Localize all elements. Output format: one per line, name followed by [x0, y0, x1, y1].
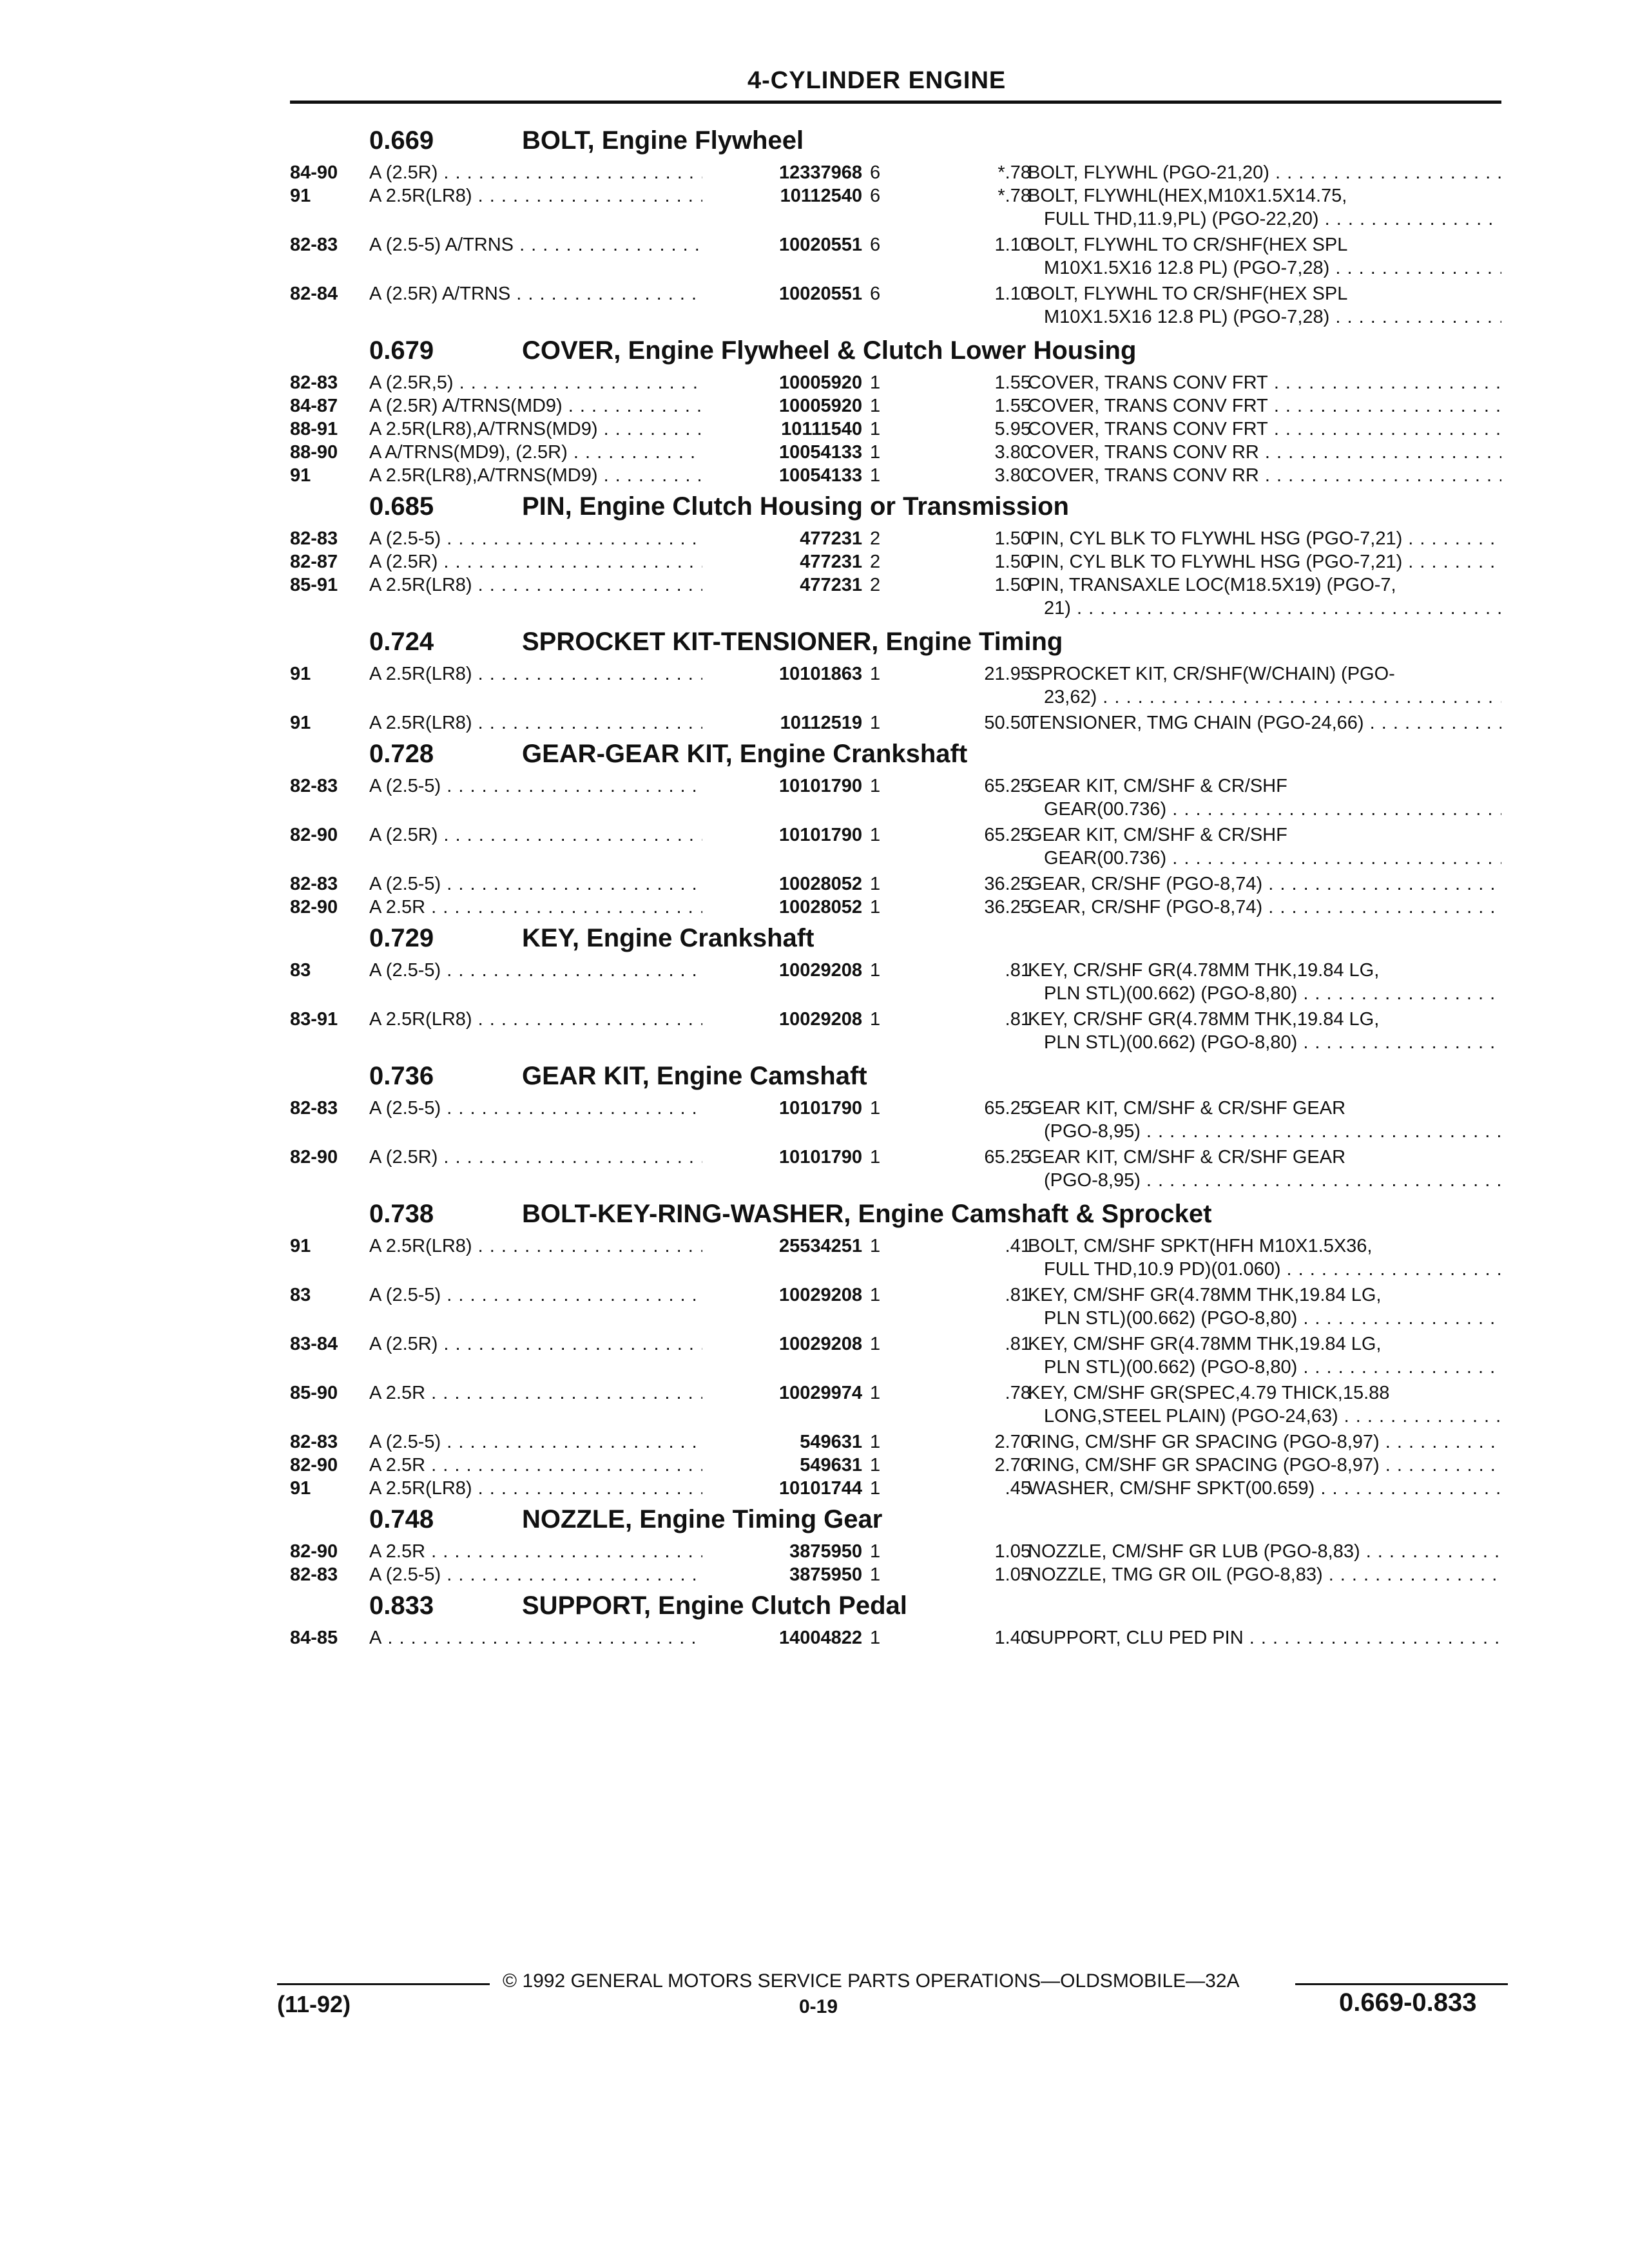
group-number: 0.738: [369, 1200, 434, 1228]
quantity: 1: [870, 442, 881, 463]
price: .78: [1005, 1383, 1031, 1403]
group-name: SUPPORT, Engine Clutch Pedal: [522, 1591, 907, 1620]
description-line: NOZZLE, CM/SHF GR LUB (PGO-8,83) . . .: [1028, 1540, 1501, 1563]
price: 1.40: [994, 1628, 1031, 1648]
description-line: GEAR KIT, CM/SHF & CR/SHF GEAR: [1028, 1098, 1346, 1119]
table-row: [290, 1381, 1501, 1430]
table-row: [290, 441, 1501, 464]
price: 3.80: [994, 465, 1031, 486]
model-years: 82-83: [290, 528, 338, 549]
application: A (2.5-5) A/TRNS . . .: [369, 233, 859, 256]
application: A (2.5-5) . . .: [369, 959, 859, 982]
description-line: (PGO-8,95) . . .: [1044, 1169, 1501, 1192]
model-years: 82-83: [290, 1098, 338, 1119]
quantity: 2: [870, 552, 881, 572]
price: 1.55: [994, 372, 1031, 393]
application: A 2.5R(LR8) . . .: [369, 662, 859, 686]
part-number: 14004822: [702, 1626, 862, 1649]
table-row: [290, 1008, 1501, 1057]
quantity: 1: [870, 372, 881, 393]
description-line: PLN STL)(00.662) (PGO-8,80) . . .: [1044, 1031, 1501, 1054]
table-row: [290, 1454, 1501, 1477]
quantity: 1: [870, 1383, 881, 1403]
description-line: KEY, CM/SHF GR(4.78MM THK,19.84 LG,: [1028, 1334, 1382, 1354]
description-line: GEAR(00.736) . . .: [1044, 847, 1501, 870]
table-row: [290, 282, 1501, 331]
quantity: 1: [870, 1334, 881, 1354]
description-line: M10X1.5X16 12.8 PL) (PGO-7,28) . . .: [1044, 305, 1501, 329]
quantity: 2: [870, 528, 881, 549]
table-row: [290, 1477, 1501, 1500]
price: 36.25: [984, 897, 1031, 918]
table-row: [290, 1332, 1501, 1381]
description-line: TENSIONER, TMG CHAIN (PGO-24,66) . . .: [1028, 711, 1501, 735]
footer-rule-left: [277, 1983, 490, 1985]
price: 36.25: [984, 874, 1031, 894]
table-row: [290, 550, 1501, 573]
description-line: RING, CM/SHF GR SPACING (PGO-8,97) . . .: [1028, 1454, 1501, 1477]
group-name: BOLT, Engine Flywheel: [522, 126, 804, 155]
group-name: GEAR-GEAR KIT, Engine Crankshaft: [522, 740, 968, 768]
quantity: 1: [870, 776, 881, 796]
description-line: BOLT, FLYWHL TO CR/SHF(HEX SPL: [1028, 284, 1348, 304]
group-heading: [290, 1195, 1501, 1235]
quantity: 1: [870, 825, 881, 845]
group-number: 0.728: [369, 740, 434, 768]
page-title: 4-CYLINDER ENGINE: [747, 67, 1007, 94]
model-years: 91: [290, 465, 311, 486]
application: A (2.5-5) . . .: [369, 1097, 859, 1120]
model-years: 88-90: [290, 442, 338, 463]
model-years: 91: [290, 713, 311, 733]
table-row: [290, 184, 1501, 233]
group-number: 0.724: [369, 628, 434, 656]
quantity: 6: [870, 284, 881, 304]
price: 1.10: [994, 284, 1031, 304]
footer-date: (11-92): [277, 1991, 351, 2017]
application: A 2.5R(LR8) . . .: [369, 1235, 859, 1258]
price: 65.25: [984, 1147, 1031, 1168]
part-number: 3875950: [702, 1563, 862, 1586]
description-line: KEY, CM/SHF GR(SPEC,4.79 THICK,15.88: [1028, 1383, 1390, 1403]
quantity: 1: [870, 1098, 881, 1119]
application: A (2.5R) . . .: [369, 823, 859, 847]
application: A 2.5R(LR8) . . .: [369, 711, 859, 735]
table-row: [290, 464, 1501, 487]
description-line: BOLT, FLYWHL TO CR/SHF(HEX SPL: [1028, 235, 1348, 255]
description-line: COVER, TRANS CONV FRT . . .: [1028, 418, 1501, 441]
part-number: 12337968: [702, 161, 862, 184]
part-number: 477231: [702, 527, 862, 550]
quantity: 1: [870, 1236, 881, 1256]
part-number: 477231: [702, 550, 862, 573]
model-years: 82-83: [290, 1432, 338, 1452]
table-row: [290, 662, 1501, 711]
quantity: 1: [870, 1285, 881, 1305]
part-number: 10029208: [702, 1283, 862, 1307]
description-line: COVER, TRANS CONV FRT . . .: [1028, 371, 1501, 394]
group-name: NOZZLE, Engine Timing Gear: [522, 1505, 883, 1533]
price: .81: [1005, 1009, 1031, 1030]
price: 1.50: [994, 552, 1031, 572]
table-row: [290, 394, 1501, 418]
description-line: PLN STL)(00.662) (PGO-8,80) . . .: [1044, 1356, 1501, 1379]
application: A 2.5R(LR8) . . .: [369, 184, 859, 207]
quantity: 6: [870, 162, 881, 183]
price: .81: [1005, 960, 1031, 981]
price: 50.50: [984, 713, 1031, 733]
quantity: 1: [870, 1147, 881, 1168]
group-number: 0.729: [369, 924, 434, 952]
description-line: PIN, CYL BLK TO FLYWHL HSG (PGO-7,21) . . .: [1028, 527, 1501, 550]
footer-page-number: 0-19: [799, 1996, 838, 2017]
quantity: 6: [870, 186, 881, 206]
table-row: [290, 1283, 1501, 1332]
description-line: GEAR KIT, CM/SHF & CR/SHF GEAR: [1028, 1147, 1346, 1168]
group-number: 0.736: [369, 1062, 434, 1090]
application: A 2.5R(LR8),A/TRNS(MD9) . . .: [369, 418, 859, 441]
model-years: 82-90: [290, 1541, 338, 1562]
quantity: 6: [870, 235, 881, 255]
description-line: GEAR(00.736) . . .: [1044, 798, 1501, 821]
group-name: PIN, Engine Clutch Housing or Transmission: [522, 492, 1069, 521]
group-name: KEY, Engine Crankshaft: [522, 924, 815, 952]
description-line: PLN STL)(00.662) (PGO-8,80) . . .: [1044, 1307, 1501, 1330]
price: 65.25: [984, 776, 1031, 796]
application: A 2.5R(LR8) . . .: [369, 1477, 859, 1500]
application: A 2.5R . . .: [369, 1540, 859, 1563]
part-number: 10028052: [702, 896, 862, 919]
application: A (2.5R) . . .: [369, 161, 859, 184]
application: A (2.5R) A/TRNS(MD9) . . .: [369, 394, 859, 418]
price: .81: [1005, 1285, 1031, 1305]
description-line: FULL THD,10.9 PD)(01.060) . . .: [1044, 1258, 1501, 1281]
description-line: RING, CM/SHF GR SPACING (PGO-8,97) . . .: [1028, 1430, 1501, 1454]
application: A (2.5R,5) . . .: [369, 371, 859, 394]
application: A (2.5R) A/TRNS . . .: [369, 282, 859, 305]
description-line: PIN, CYL BLK TO FLYWHL HSG (PGO-7,21) . . .: [1028, 550, 1501, 573]
price: 1.55: [994, 396, 1031, 416]
price: 2.70: [994, 1432, 1031, 1452]
table-row: [290, 1430, 1501, 1454]
quantity: 1: [870, 713, 881, 733]
application: A 2.5R(LR8) . . .: [369, 1008, 859, 1031]
price: .41: [1005, 1236, 1031, 1256]
part-number: 10028052: [702, 872, 862, 896]
quantity: 2: [870, 575, 881, 595]
part-number: 10005920: [702, 371, 862, 394]
price: 1.50: [994, 528, 1031, 549]
application: A (2.5-5) . . .: [369, 1283, 859, 1307]
part-number: 10029208: [702, 1332, 862, 1356]
group-heading: [290, 735, 1501, 774]
price: *.78: [998, 186, 1031, 206]
price: 2.70: [994, 1455, 1031, 1475]
description-line: SPROCKET KIT, CR/SHF(W/CHAIN) (PGO-: [1028, 664, 1395, 684]
part-number: 3875950: [702, 1540, 862, 1563]
table-row: [290, 711, 1501, 735]
quantity: 1: [870, 664, 881, 684]
group-number: 0.748: [369, 1505, 434, 1533]
model-years: 84-90: [290, 162, 338, 183]
group-heading: [290, 1586, 1501, 1626]
part-number: 10101790: [702, 823, 862, 847]
application: A 2.5R . . .: [369, 1381, 859, 1405]
application: A A/TRNS(MD9), (2.5R) . . .: [369, 441, 859, 464]
price: 65.25: [984, 825, 1031, 845]
table-row: [290, 1235, 1501, 1283]
application: A . . .: [369, 1626, 859, 1649]
description-line: SUPPORT, CLU PED PIN . . .: [1028, 1626, 1501, 1649]
footer-group-range: 0.669-0.833: [1339, 1988, 1477, 2017]
description-line: M10X1.5X16 12.8 PL) (PGO-7,28) . . .: [1044, 256, 1501, 280]
part-number: 477231: [702, 573, 862, 597]
description-line: COVER, TRANS CONV RR . . .: [1028, 441, 1501, 464]
application: A 2.5R . . .: [369, 896, 859, 919]
model-years: 83-84: [290, 1334, 338, 1354]
table-row: [290, 418, 1501, 441]
model-years: 84-85: [290, 1628, 338, 1648]
table-row: [290, 774, 1501, 823]
description-line: WASHER, CM/SHF SPKT(00.659) . . .: [1028, 1477, 1501, 1500]
quantity: 1: [870, 1478, 881, 1499]
description-line: FULL THD,11.9,PL) (PGO-22,20) . . .: [1044, 207, 1501, 231]
model-years: 83: [290, 960, 311, 981]
price: 21.95: [984, 664, 1031, 684]
group-number: 0.833: [369, 1591, 434, 1620]
quantity: 1: [870, 897, 881, 918]
description-line: BOLT, FLYWHL(HEX,M10X1.5X14.75,: [1028, 186, 1347, 206]
part-number: 10101790: [702, 774, 862, 798]
model-years: 85-91: [290, 575, 338, 595]
application: A (2.5-5) . . .: [369, 1430, 859, 1454]
model-years: 91: [290, 664, 311, 684]
part-number: 10020551: [702, 233, 862, 256]
price: 1.05: [994, 1564, 1031, 1585]
description-line: KEY, CR/SHF GR(4.78MM THK,19.84 LG,: [1028, 960, 1380, 981]
part-number: 10101744: [702, 1477, 862, 1500]
quantity: 1: [870, 960, 881, 981]
description-line: PLN STL)(00.662) (PGO-8,80) . . .: [1044, 982, 1501, 1005]
model-years: 82-83: [290, 874, 338, 894]
model-years: 91: [290, 186, 311, 206]
application: A (2.5R) . . .: [369, 1332, 859, 1356]
description-line: BOLT, FLYWHL (PGO-21,20) . . .: [1028, 161, 1501, 184]
application: A (2.5-5) . . .: [369, 872, 859, 896]
description-line: KEY, CR/SHF GR(4.78MM THK,19.84 LG,: [1028, 1009, 1380, 1030]
part-number: 10029974: [702, 1381, 862, 1405]
application: A 2.5R(LR8) . . .: [369, 573, 859, 597]
model-years: 91: [290, 1236, 311, 1256]
group-name: SPROCKET KIT-TENSIONER, Engine Timing: [522, 628, 1063, 656]
quantity: 1: [870, 396, 881, 416]
part-number: 25534251: [702, 1235, 862, 1258]
part-number: 10054133: [702, 464, 862, 487]
quantity: 1: [870, 874, 881, 894]
model-years: 82-83: [290, 372, 338, 393]
price: 5.95: [994, 419, 1031, 439]
part-number: 10112519: [702, 711, 862, 735]
footer-copyright: © 1992 GENERAL MOTORS SERVICE PARTS OPERATIONS—OLDSMOBILE—32A: [503, 1970, 1240, 1992]
model-years: 82-83: [290, 776, 338, 796]
description-line: COVER, TRANS CONV FRT . . .: [1028, 394, 1501, 418]
application: A (2.5-5) . . .: [369, 1563, 859, 1586]
model-years: 84-87: [290, 396, 338, 416]
parts-list: [290, 121, 1501, 1649]
application: A (2.5R) . . .: [369, 550, 859, 573]
group-heading: [290, 121, 1501, 161]
table-row: [290, 1626, 1501, 1649]
group-heading: [290, 1500, 1501, 1540]
part-number: 10101863: [702, 662, 862, 686]
group-number: 0.679: [369, 336, 434, 365]
description-line: 23,62) . . .: [1044, 686, 1501, 709]
description-line: LONG,STEEL PLAIN) (PGO-24,63) . . .: [1044, 1405, 1501, 1428]
application: A 2.5R . . .: [369, 1454, 859, 1477]
price: *.78: [998, 162, 1031, 183]
description-line: COVER, TRANS CONV RR . . .: [1028, 464, 1501, 487]
group-heading: [290, 1057, 1501, 1097]
model-years: 82-90: [290, 1455, 338, 1475]
description-line: PIN, TRANSAXLE LOC(M18.5X19) (PGO-7,: [1028, 575, 1396, 595]
description-line: (PGO-8,95) . . .: [1044, 1120, 1501, 1143]
model-years: 85-90: [290, 1383, 338, 1403]
application: A (2.5R) . . .: [369, 1146, 859, 1169]
quantity: 1: [870, 465, 881, 486]
table-row: [290, 371, 1501, 394]
price: 1.10: [994, 235, 1031, 255]
model-years: 91: [290, 1478, 311, 1499]
table-row: [290, 1146, 1501, 1195]
table-row: [290, 1563, 1501, 1586]
model-years: 82-83: [290, 235, 338, 255]
table-row: [290, 233, 1501, 282]
model-years: 82-90: [290, 1147, 338, 1168]
application: A (2.5-5) . . .: [369, 774, 859, 798]
quantity: 1: [870, 1564, 881, 1585]
part-number: 10054133: [702, 441, 862, 464]
price: .45: [1005, 1478, 1031, 1499]
group-name: COVER, Engine Flywheel & Clutch Lower Housing: [522, 336, 1137, 365]
group-name: BOLT-KEY-RING-WASHER, Engine Camshaft & Sprocket: [522, 1200, 1212, 1228]
model-years: 82-84: [290, 284, 338, 304]
model-years: 82-90: [290, 825, 338, 845]
table-row: [290, 1097, 1501, 1146]
part-number: 10101790: [702, 1146, 862, 1169]
model-years: 83-91: [290, 1009, 338, 1030]
quantity: 1: [870, 1455, 881, 1475]
description-line: 21) . . .: [1044, 597, 1501, 620]
description-line: BOLT, CM/SHF SPKT(HFH M10X1.5X36,: [1028, 1236, 1373, 1256]
quantity: 1: [870, 1432, 881, 1452]
application: A (2.5-5) . . .: [369, 527, 859, 550]
price: 1.50: [994, 575, 1031, 595]
part-number: 10101790: [702, 1097, 862, 1120]
footer-rule-right: [1295, 1983, 1508, 1985]
application: A 2.5R(LR8),A/TRNS(MD9) . . .: [369, 464, 859, 487]
table-row: [290, 896, 1501, 919]
description-line: GEAR, CR/SHF (PGO-8,74) . . .: [1028, 896, 1501, 919]
part-number: 549631: [702, 1430, 862, 1454]
part-number: 10029208: [702, 959, 862, 982]
group-name: GEAR KIT, Engine Camshaft: [522, 1062, 867, 1090]
part-number: 549631: [702, 1454, 862, 1477]
table-row: [290, 1540, 1501, 1563]
description-line: KEY, CM/SHF GR(4.78MM THK,19.84 LG,: [1028, 1285, 1382, 1305]
group-heading: [290, 622, 1501, 662]
part-number: 10029208: [702, 1008, 862, 1031]
quantity: 1: [870, 1009, 881, 1030]
model-years: 83: [290, 1285, 311, 1305]
quantity: 1: [870, 419, 881, 439]
part-number: 10111540: [702, 418, 862, 441]
part-number: 10005920: [702, 394, 862, 418]
quantity: 1: [870, 1541, 881, 1562]
group-heading: [290, 919, 1501, 959]
price: 1.05: [994, 1541, 1031, 1562]
group-number: 0.685: [369, 492, 434, 521]
price: 65.25: [984, 1098, 1031, 1119]
group-heading: [290, 331, 1501, 371]
part-number: 10020551: [702, 282, 862, 305]
model-years: 82-87: [290, 552, 338, 572]
table-row: [290, 161, 1501, 184]
description-line: NOZZLE, TMG GR OIL (PGO-8,83) . . .: [1028, 1563, 1501, 1586]
description-line: GEAR, CR/SHF (PGO-8,74) . . .: [1028, 872, 1501, 896]
price: 3.80: [994, 442, 1031, 463]
quantity: 1: [870, 1628, 881, 1648]
part-number: 10112540: [702, 184, 862, 207]
table-row: [290, 823, 1501, 872]
price: .81: [1005, 1334, 1031, 1354]
table-row: [290, 527, 1501, 550]
header-rule: [290, 101, 1501, 104]
group-number: 0.669: [369, 126, 434, 155]
description-line: GEAR KIT, CM/SHF & CR/SHF: [1028, 825, 1287, 845]
description-line: GEAR KIT, CM/SHF & CR/SHF: [1028, 776, 1287, 796]
table-row: [290, 573, 1501, 622]
table-row: [290, 872, 1501, 896]
model-years: 82-90: [290, 897, 338, 918]
group-heading: [290, 487, 1501, 527]
model-years: 82-83: [290, 1564, 338, 1585]
table-row: [290, 959, 1501, 1008]
model-years: 88-91: [290, 419, 338, 439]
